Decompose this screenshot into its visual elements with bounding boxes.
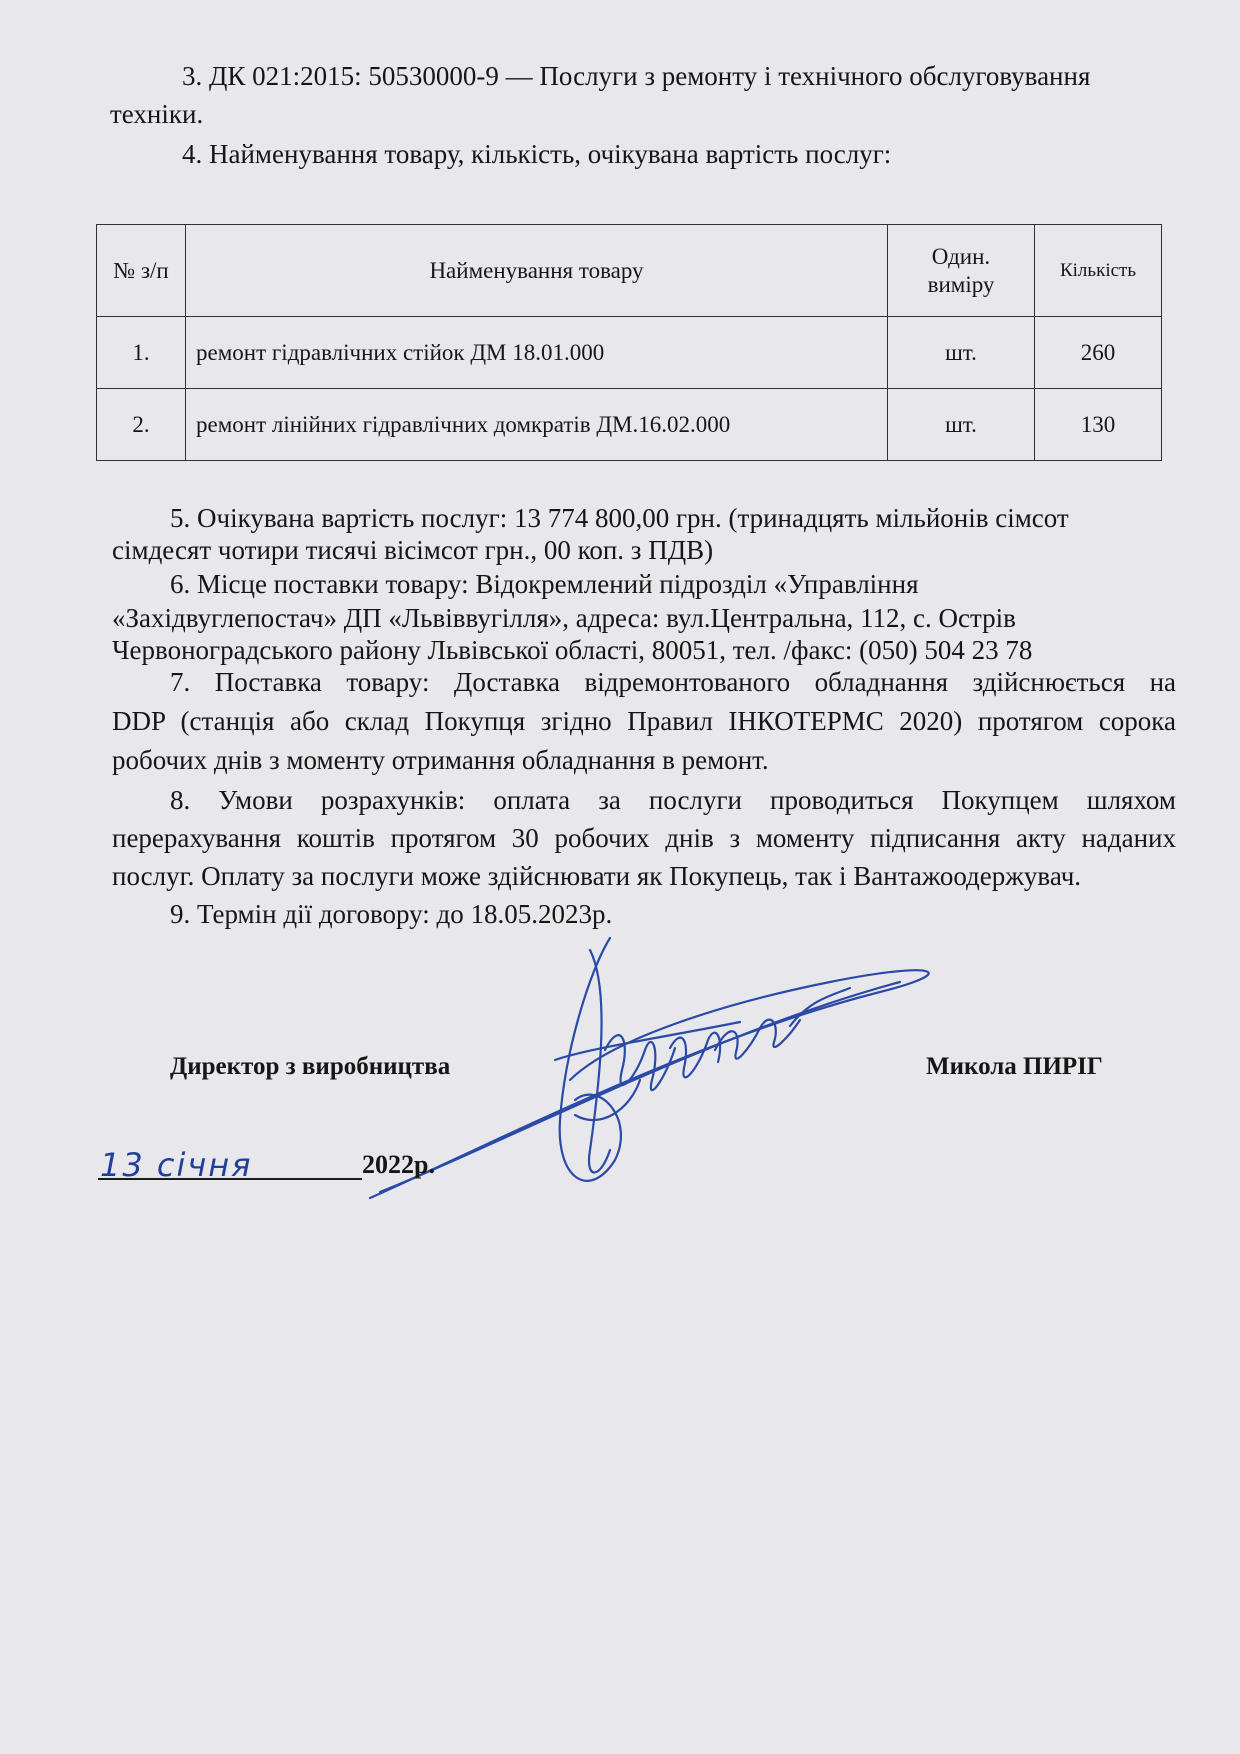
row-1-name: ремонт гідравлічних стійок ДМ 18.01.000 [186,317,888,389]
header-quantity: Кількість [1035,225,1162,317]
table-header-row [97,225,1162,317]
row-2-number: 2. [97,389,186,461]
paragraph-4: 4. Найменування товару, кількість, очікувана вартість послуг: [182,139,892,169]
row-2-name: ремонт лінійних гідравлічних домкратів ДМ.16.02.000 [186,389,888,461]
date-year: 2022р. [362,1150,435,1179]
date-underline [98,1178,362,1180]
paragraph-6-line-2: «Західвуглепостач» ДП «Львіввугілля», адреса: вул.Центральна, 112, с. Острів [112,603,1016,633]
header-unit [888,225,1035,317]
row-1-number: 1. [97,317,186,389]
paragraph-9: 9. Термін дії договору: до 18.05.2023р. [170,899,613,929]
row-2-quantity: 130 [1035,389,1162,461]
header-number: № з/п [97,225,186,317]
header-unit-line-2: виміру [927,271,995,297]
signer-title: Директор з виробництва [170,1053,451,1080]
paragraph-8-line-1: 8. Умови розрахунків: оплата за послуги проводиться Покупцем шляхом [170,785,1176,815]
paragraph-7-line-1: 7. Поставка товару: Доставка відремонтованого обладнання здійснюється на [170,667,1176,697]
table-row [97,317,1162,389]
table-row [97,389,1162,461]
row-1-unit: шт. [888,317,1035,389]
paragraph-6-line-3: Червоноградського району Львівської області, 80051, тел. /факс: (050) 504 23 78 [112,635,1033,665]
signer-name: Микола ПИРІГ [926,1053,1103,1080]
paragraph-3-line-2: техніки. [110,99,204,129]
handwritten-date: 13 січня [100,1146,253,1184]
header-name: Найменування товару [186,225,888,317]
paragraph-8-line-2: перерахування коштів протягом 30 робочих днів з моменту підписання акту наданих [112,823,1176,853]
paragraph-3-line-1: 3. ДК 021:2015: 50530000-9 — Послуги з ремонту і технічного обслуговування [182,61,1091,91]
row-2-unit: шт. [888,389,1035,461]
row-1-quantity: 260 [1035,317,1162,389]
paragraph-7-line-3: робочих днів з моменту отримання обладнання в ремонт. [112,745,769,775]
goods-table [96,224,1162,461]
paragraph-8-line-3: послуг. Оплату за послуги може здійснювати як Покупець, так і Вантажоодержувач. [112,861,1082,891]
paragraph-5-line-2: сімдесят чотири тисячі вісімсот грн., 00 коп. з ПДВ) [112,535,714,565]
paragraph-7-line-2: DDP (станція або склад Покупця згідно Правил ІНКОТЕРМС 2020) протягом сорока [112,706,1176,736]
header-unit-line-1: Один. [931,243,991,269]
signature-image [360,930,960,1210]
paragraph-6-line-1: 6. Місце поставки товару: Відокремлений підрозділ «Управління [170,569,919,599]
paragraph-5-line-1: 5. Очікувана вартість послуг: 13 774 800,00 грн. (тринадцять мільйонів сімсот [170,503,1069,533]
